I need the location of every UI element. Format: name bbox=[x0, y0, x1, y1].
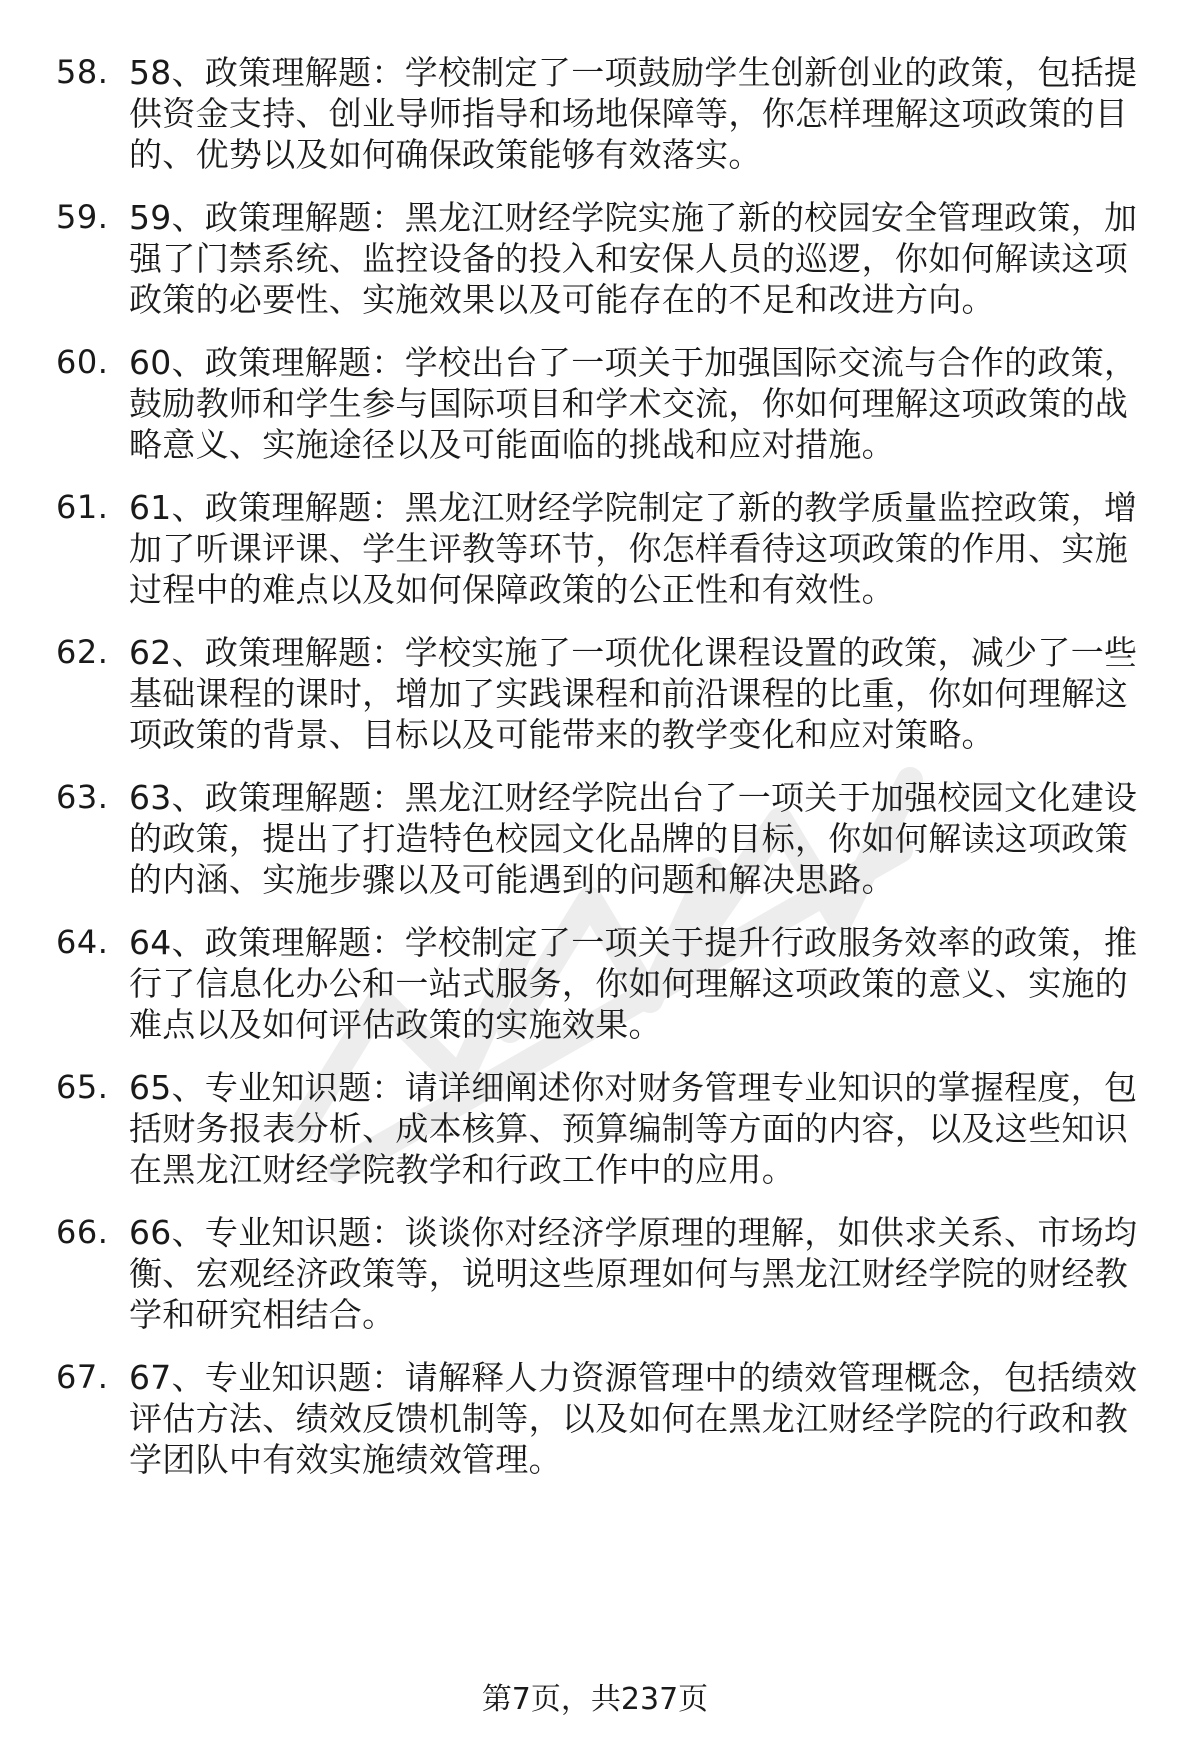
page-number-label: 第7页，共237页 bbox=[481, 1682, 709, 1717]
question-text: 63、政策理解题：黑龙江财经学院出台了一项关于加强校园文化建设的政策，提出了打造特色校园文化品牌的目标，你如何解读这项政策的内涵、实施步骤以及可能遇到的问题和解决思路。 bbox=[129, 778, 1138, 899]
question-item bbox=[56, 922, 1146, 1045]
question-number: 63. bbox=[56, 778, 109, 816]
question-item bbox=[56, 1212, 1146, 1335]
question-text: 61、政策理解题：黑龙江财经学院制定了新的教学质量监控政策，增加了听课评课、学生评教等环节，你怎样看待这项政策的作用、实施过程中的难点以及如何保障政策的公正性和有效性。 bbox=[129, 488, 1138, 609]
question-item bbox=[56, 487, 1146, 610]
question-item bbox=[56, 1357, 1146, 1480]
question-text: 64、政策理解题：学校制定了一项关于提升行政服务效率的政策，推行了信息化办公和一站式服务，你如何理解这项政策的意义、实施的难点以及如何评估政策的实施效果。 bbox=[129, 923, 1138, 1044]
question-text: 60、政策理解题：学校出台了一项关于加强国际交流与合作的政策，鼓励教师和学生参与国际项目和学术交流，你如何理解这项政策的战略意义、实施途径以及可能面临的挑战和应对措施。 bbox=[129, 343, 1138, 464]
question-text: 67、专业知识题：请解释人力资源管理中的绩效管理概念，包括绩效评估方法、绩效反馈机制等，以及如何在黑龙江财经学院的行政和教学团队中有效实施绩效管理。 bbox=[129, 1358, 1138, 1479]
question-list bbox=[56, 52, 1146, 1502]
question-text: 58、政策理解题：学校制定了一项鼓励学生创新创业的政策，包括提供资金支持、创业导师指导和场地保障等，你怎样理解这项政策的目的、优势以及如何确保政策能够有效落实。 bbox=[129, 53, 1138, 174]
question-text: 65、专业知识题：请详细阐述你对财务管理专业知识的掌握程度，包括财务报表分析、成本核算、预算编制等方面的内容，以及这些知识在黑龙江财经学院教学和行政工作中的应用。 bbox=[129, 1068, 1138, 1189]
question-item bbox=[56, 52, 1146, 175]
question-number: 58. bbox=[56, 53, 109, 91]
question-number: 62. bbox=[56, 633, 109, 671]
question-number: 60. bbox=[56, 343, 109, 381]
question-number: 64. bbox=[56, 923, 109, 961]
question-item bbox=[56, 777, 1146, 900]
question-text: 66、专业知识题：谈谈你对经济学原理的理解，如供求关系、市场均衡、宏观经济政策等，说明这些原理如何与黑龙江财经学院的财经教学和研究相结合。 bbox=[129, 1213, 1138, 1334]
question-item bbox=[56, 1067, 1146, 1190]
question-item bbox=[56, 632, 1146, 755]
page-footer bbox=[0, 1680, 1190, 1720]
question-number: 67. bbox=[56, 1358, 109, 1396]
question-number: 61. bbox=[56, 488, 109, 526]
question-number: 65. bbox=[56, 1068, 109, 1106]
question-text: 62、政策理解题：学校实施了一项优化课程设置的政策，减少了一些基础课程的课时，增加了实践课程和前沿课程的比重，你如何理解这项政策的背景、目标以及可能带来的教学变化和应对策略。 bbox=[129, 633, 1138, 754]
question-item bbox=[56, 197, 1146, 320]
question-number: 59. bbox=[56, 198, 109, 236]
question-item bbox=[56, 342, 1146, 465]
question-number: 66. bbox=[56, 1213, 109, 1251]
question-text: 59、政策理解题：黑龙江财经学院实施了新的校园安全管理政策，加强了门禁系统、监控设备的投入和安保人员的巡逻，你如何解读这项政策的必要性、实施效果以及可能存在的不足和改进方向。 bbox=[129, 198, 1138, 319]
